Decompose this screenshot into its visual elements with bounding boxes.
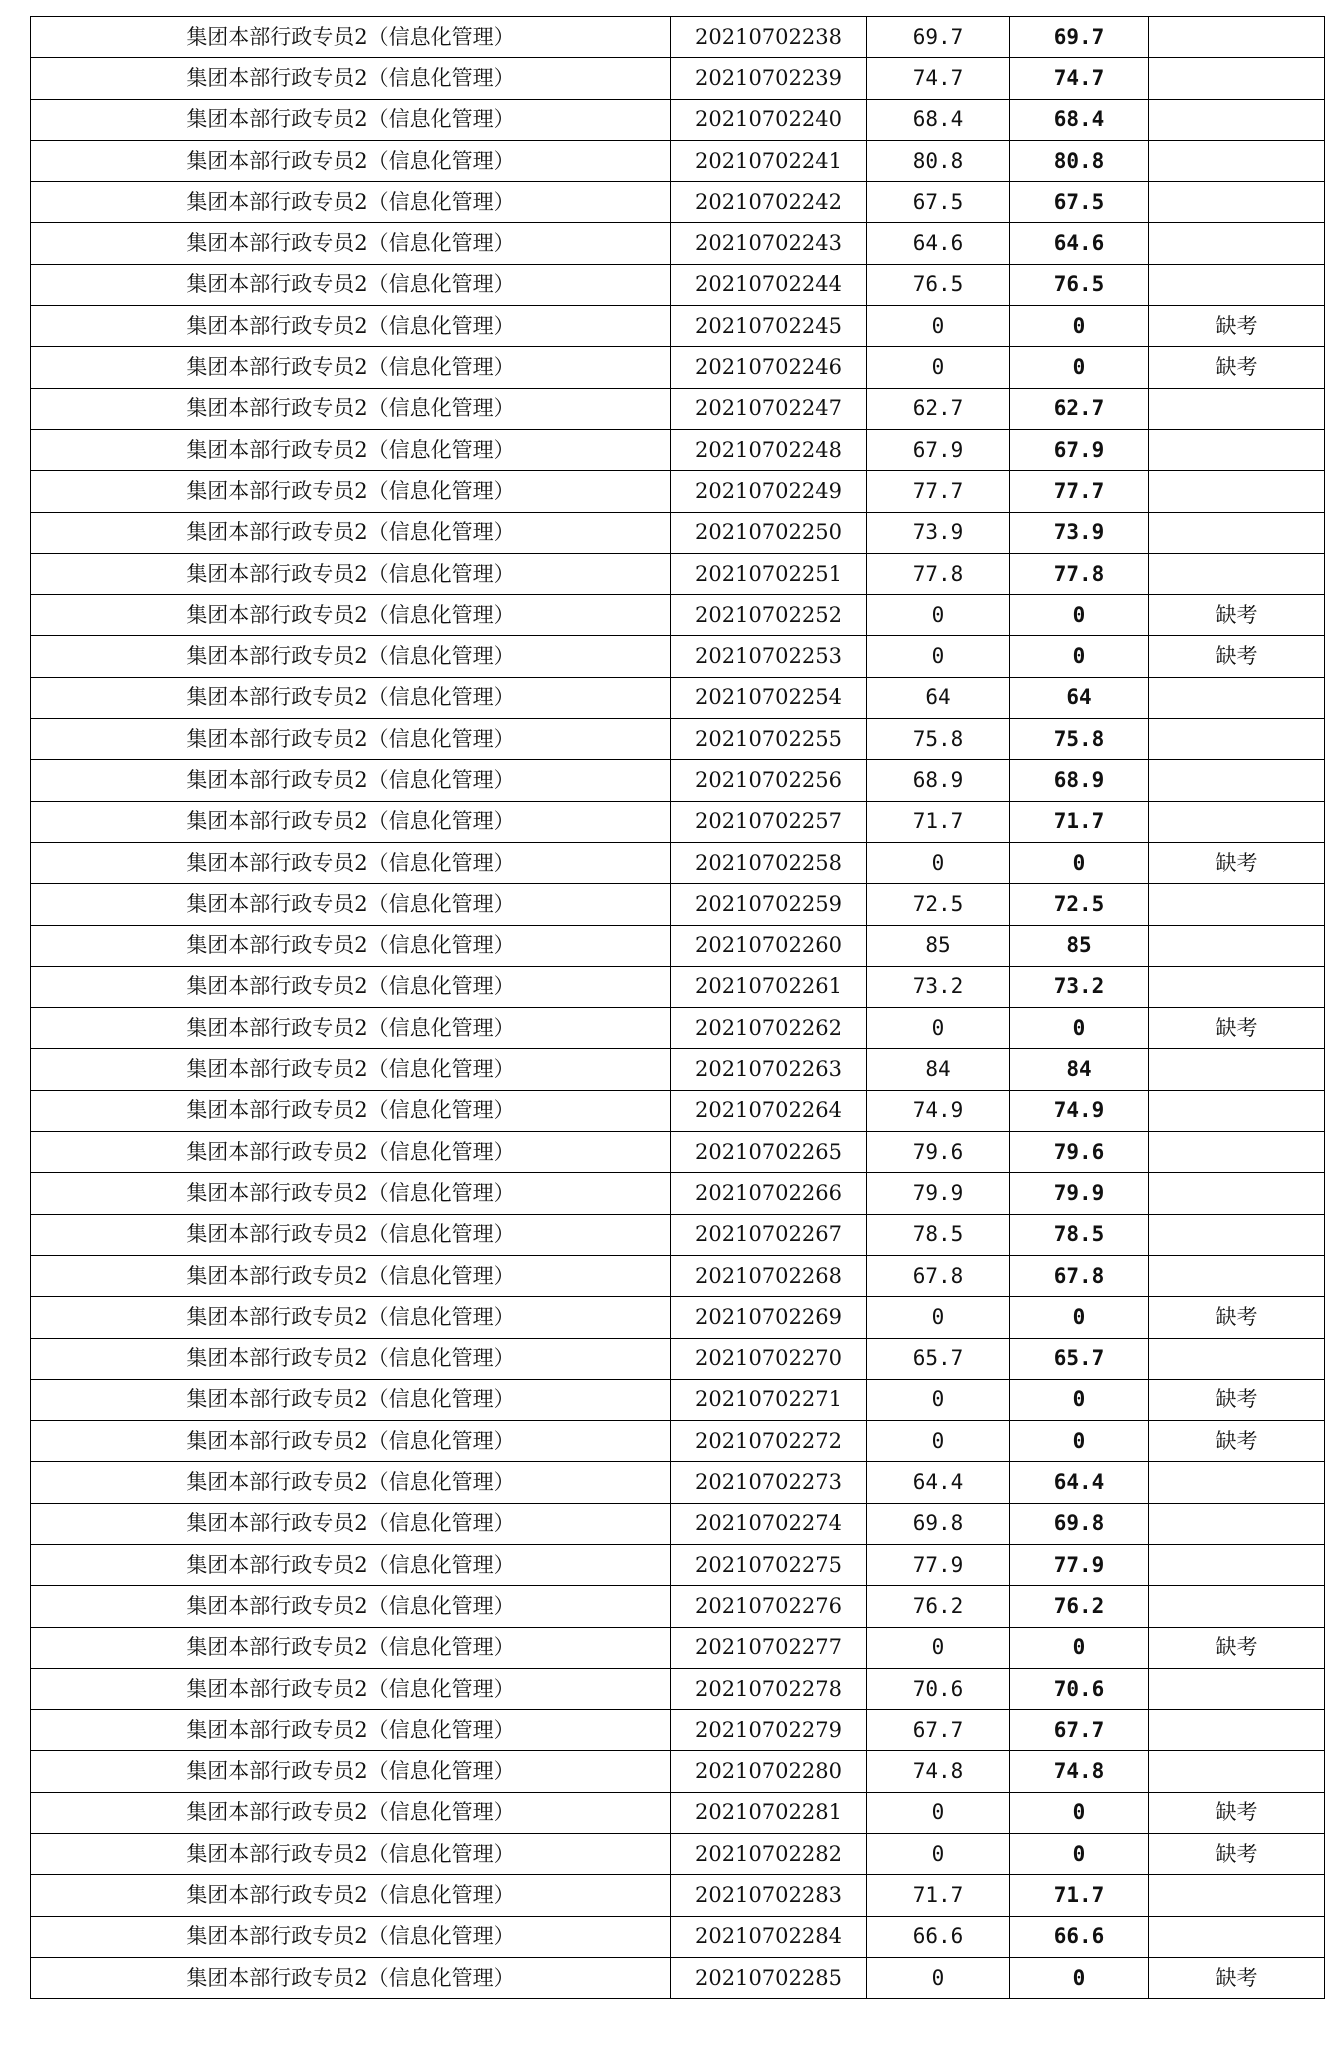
written-score-cell: 0 xyxy=(867,1379,1010,1420)
total-score-cell: 71.7 xyxy=(1010,1875,1149,1916)
exam-id-cell: 20210702256 xyxy=(671,760,867,801)
exam-id-cell: 20210702262 xyxy=(671,1008,867,1049)
position-cell: 集团本部行政专员2（信息化管理） xyxy=(31,1132,671,1173)
note-cell xyxy=(1149,17,1325,58)
total-score-cell: 70.6 xyxy=(1010,1668,1149,1709)
written-score-cell: 66.6 xyxy=(867,1916,1010,1957)
table-row xyxy=(31,1710,1325,1751)
position-cell: 集团本部行政专员2（信息化管理） xyxy=(31,1834,671,1875)
position-cell: 集团本部行政专员2（信息化管理） xyxy=(31,17,671,58)
table-row xyxy=(31,306,1325,347)
written-score-cell: 74.9 xyxy=(867,1090,1010,1131)
total-score-cell: 76.5 xyxy=(1010,264,1149,305)
note-cell xyxy=(1149,1710,1325,1751)
written-score-cell: 65.7 xyxy=(867,1338,1010,1379)
note-cell xyxy=(1149,429,1325,470)
position-cell: 集团本部行政专员2（信息化管理） xyxy=(31,1627,671,1668)
table-row xyxy=(31,1751,1325,1792)
exam-id-cell: 20210702273 xyxy=(671,1462,867,1503)
written-score-cell: 0 xyxy=(867,1834,1010,1875)
written-score-cell: 0 xyxy=(867,1792,1010,1833)
written-score-cell: 0 xyxy=(867,1421,1010,1462)
note-cell xyxy=(1149,553,1325,594)
position-cell: 集团本部行政专员2（信息化管理） xyxy=(31,1338,671,1379)
total-score-cell: 0 xyxy=(1010,595,1149,636)
position-cell: 集团本部行政专员2（信息化管理） xyxy=(31,140,671,181)
written-score-cell: 79.6 xyxy=(867,1132,1010,1173)
written-score-cell: 78.5 xyxy=(867,1214,1010,1255)
table-row xyxy=(31,1586,1325,1627)
total-score-cell: 79.6 xyxy=(1010,1132,1149,1173)
note-cell xyxy=(1149,1049,1325,1090)
total-score-cell: 73.2 xyxy=(1010,966,1149,1007)
written-score-cell: 0 xyxy=(867,1627,1010,1668)
table-row xyxy=(31,347,1325,388)
exam-id-cell: 20210702254 xyxy=(671,677,867,718)
written-score-cell: 69.8 xyxy=(867,1503,1010,1544)
total-score-cell: 0 xyxy=(1010,306,1149,347)
table-row xyxy=(31,471,1325,512)
note-cell xyxy=(1149,801,1325,842)
exam-id-cell: 20210702281 xyxy=(671,1792,867,1833)
position-cell: 集团本部行政专员2（信息化管理） xyxy=(31,1090,671,1131)
position-cell: 集团本部行政专员2（信息化管理） xyxy=(31,1008,671,1049)
table-row xyxy=(31,1297,1325,1338)
exam-id-cell: 20210702258 xyxy=(671,842,867,883)
total-score-cell: 77.7 xyxy=(1010,471,1149,512)
table-row xyxy=(31,1627,1325,1668)
position-cell: 集团本部行政专员2（信息化管理） xyxy=(31,966,671,1007)
exam-id-cell: 20210702284 xyxy=(671,1916,867,1957)
exam-id-cell: 20210702279 xyxy=(671,1710,867,1751)
exam-id-cell: 20210702275 xyxy=(671,1544,867,1585)
table-row xyxy=(31,1173,1325,1214)
position-cell: 集团本部行政专员2（信息化管理） xyxy=(31,1875,671,1916)
total-score-cell: 0 xyxy=(1010,1379,1149,1420)
written-score-cell: 73.9 xyxy=(867,512,1010,553)
note-cell: 缺考 xyxy=(1149,1627,1325,1668)
exam-id-cell: 20210702248 xyxy=(671,429,867,470)
position-cell: 集团本部行政专员2（信息化管理） xyxy=(31,1586,671,1627)
exam-id-cell: 20210702259 xyxy=(671,884,867,925)
exam-id-cell: 20210702274 xyxy=(671,1503,867,1544)
written-score-cell: 0 xyxy=(867,636,1010,677)
note-cell: 缺考 xyxy=(1149,595,1325,636)
note-cell: 缺考 xyxy=(1149,636,1325,677)
written-score-cell: 73.2 xyxy=(867,966,1010,1007)
note-cell xyxy=(1149,1173,1325,1214)
exam-id-cell: 20210702240 xyxy=(671,99,867,140)
total-score-cell: 76.2 xyxy=(1010,1586,1149,1627)
total-score-cell: 0 xyxy=(1010,1957,1149,1998)
total-score-cell: 0 xyxy=(1010,1008,1149,1049)
total-score-cell: 0 xyxy=(1010,1792,1149,1833)
table-row xyxy=(31,1338,1325,1379)
position-cell: 集团本部行政专员2（信息化管理） xyxy=(31,471,671,512)
written-score-cell: 84 xyxy=(867,1049,1010,1090)
written-score-cell: 79.9 xyxy=(867,1173,1010,1214)
table-row xyxy=(31,1132,1325,1173)
note-cell xyxy=(1149,1132,1325,1173)
written-score-cell: 67.9 xyxy=(867,429,1010,470)
exam-id-cell: 20210702247 xyxy=(671,388,867,429)
written-score-cell: 67.5 xyxy=(867,182,1010,223)
position-cell: 集团本部行政专员2（信息化管理） xyxy=(31,595,671,636)
position-cell: 集团本部行政专员2（信息化管理） xyxy=(31,1421,671,1462)
note-cell xyxy=(1149,182,1325,223)
position-cell: 集团本部行政专员2（信息化管理） xyxy=(31,636,671,677)
table-row xyxy=(31,1957,1325,1998)
written-score-cell: 68.4 xyxy=(867,99,1010,140)
written-score-cell: 75.8 xyxy=(867,719,1010,760)
exam-id-cell: 20210702266 xyxy=(671,1173,867,1214)
note-cell: 缺考 xyxy=(1149,347,1325,388)
position-cell: 集团本部行政专员2（信息化管理） xyxy=(31,842,671,883)
note-cell xyxy=(1149,512,1325,553)
note-cell xyxy=(1149,1544,1325,1585)
table-row xyxy=(31,1503,1325,1544)
exam-id-cell: 20210702269 xyxy=(671,1297,867,1338)
table-row xyxy=(31,140,1325,181)
written-score-cell: 0 xyxy=(867,1297,1010,1338)
exam-id-cell: 20210702251 xyxy=(671,553,867,594)
position-cell: 集团本部行政专员2（信息化管理） xyxy=(31,1255,671,1296)
note-cell xyxy=(1149,1586,1325,1627)
position-cell: 集团本部行政专员2（信息化管理） xyxy=(31,388,671,429)
position-cell: 集团本部行政专员2（信息化管理） xyxy=(31,1751,671,1792)
written-score-cell: 74.8 xyxy=(867,1751,1010,1792)
note-cell xyxy=(1149,1338,1325,1379)
total-score-cell: 67.7 xyxy=(1010,1710,1149,1751)
written-score-cell: 0 xyxy=(867,1008,1010,1049)
total-score-cell: 65.7 xyxy=(1010,1338,1149,1379)
total-score-cell: 66.6 xyxy=(1010,1916,1149,1957)
position-cell: 集团本部行政专员2（信息化管理） xyxy=(31,1957,671,1998)
written-score-cell: 80.8 xyxy=(867,140,1010,181)
note-cell: 缺考 xyxy=(1149,1421,1325,1462)
note-cell xyxy=(1149,99,1325,140)
exam-id-cell: 20210702282 xyxy=(671,1834,867,1875)
written-score-cell: 62.7 xyxy=(867,388,1010,429)
written-score-cell: 0 xyxy=(867,306,1010,347)
table-row xyxy=(31,512,1325,553)
table-row xyxy=(31,1462,1325,1503)
exam-id-cell: 20210702260 xyxy=(671,925,867,966)
written-score-cell: 71.7 xyxy=(867,801,1010,842)
written-score-cell: 74.7 xyxy=(867,58,1010,99)
note-cell xyxy=(1149,925,1325,966)
written-score-cell: 0 xyxy=(867,1957,1010,1998)
table-row xyxy=(31,842,1325,883)
exam-id-cell: 20210702241 xyxy=(671,140,867,181)
score-sheet xyxy=(30,16,1324,1999)
note-cell xyxy=(1149,1916,1325,1957)
exam-id-cell: 20210702264 xyxy=(671,1090,867,1131)
note-cell: 缺考 xyxy=(1149,1957,1325,1998)
position-cell: 集团本部行政专员2（信息化管理） xyxy=(31,58,671,99)
position-cell: 集团本部行政专员2（信息化管理） xyxy=(31,1710,671,1751)
position-cell: 集团本部行政专员2（信息化管理） xyxy=(31,1668,671,1709)
exam-id-cell: 20210702267 xyxy=(671,1214,867,1255)
table-row xyxy=(31,17,1325,58)
position-cell: 集团本部行政专员2（信息化管理） xyxy=(31,1792,671,1833)
note-cell xyxy=(1149,223,1325,264)
note-cell xyxy=(1149,1462,1325,1503)
table-row xyxy=(31,1049,1325,1090)
exam-id-cell: 20210702253 xyxy=(671,636,867,677)
total-score-cell: 0 xyxy=(1010,1297,1149,1338)
position-cell: 集团本部行政专员2（信息化管理） xyxy=(31,264,671,305)
total-score-cell: 0 xyxy=(1010,347,1149,388)
written-score-cell: 68.9 xyxy=(867,760,1010,801)
position-cell: 集团本部行政专员2（信息化管理） xyxy=(31,1297,671,1338)
exam-id-cell: 20210702246 xyxy=(671,347,867,388)
exam-id-cell: 20210702263 xyxy=(671,1049,867,1090)
written-score-cell: 64.6 xyxy=(867,223,1010,264)
table-row xyxy=(31,1916,1325,1957)
total-score-cell: 77.8 xyxy=(1010,553,1149,594)
written-score-cell: 76.5 xyxy=(867,264,1010,305)
table-row xyxy=(31,1090,1325,1131)
total-score-cell: 73.9 xyxy=(1010,512,1149,553)
position-cell: 集团本部行政专员2（信息化管理） xyxy=(31,760,671,801)
note-cell xyxy=(1149,140,1325,181)
score-table-body xyxy=(31,17,1325,1999)
total-score-cell: 68.4 xyxy=(1010,99,1149,140)
position-cell: 集团本部行政专员2（信息化管理） xyxy=(31,1462,671,1503)
total-score-cell: 78.5 xyxy=(1010,1214,1149,1255)
note-cell xyxy=(1149,677,1325,718)
table-row xyxy=(31,760,1325,801)
written-score-cell: 77.7 xyxy=(867,471,1010,512)
note-cell xyxy=(1149,1751,1325,1792)
table-row xyxy=(31,719,1325,760)
exam-id-cell: 20210702249 xyxy=(671,471,867,512)
table-row xyxy=(31,1834,1325,1875)
total-score-cell: 69.7 xyxy=(1010,17,1149,58)
exam-id-cell: 20210702239 xyxy=(671,58,867,99)
total-score-cell: 79.9 xyxy=(1010,1173,1149,1214)
note-cell xyxy=(1149,471,1325,512)
position-cell: 集团本部行政专员2（信息化管理） xyxy=(31,1379,671,1420)
table-row xyxy=(31,966,1325,1007)
total-score-cell: 74.8 xyxy=(1010,1751,1149,1792)
position-cell: 集团本部行政专员2（信息化管理） xyxy=(31,512,671,553)
exam-id-cell: 20210702255 xyxy=(671,719,867,760)
total-score-cell: 62.7 xyxy=(1010,388,1149,429)
total-score-cell: 74.9 xyxy=(1010,1090,1149,1131)
written-score-cell: 64.4 xyxy=(867,1462,1010,1503)
written-score-cell: 77.8 xyxy=(867,553,1010,594)
table-row xyxy=(31,223,1325,264)
score-table xyxy=(30,16,1325,1999)
position-cell: 集团本部行政专员2（信息化管理） xyxy=(31,1916,671,1957)
table-row xyxy=(31,58,1325,99)
total-score-cell: 67.8 xyxy=(1010,1255,1149,1296)
position-cell: 集团本部行政专员2（信息化管理） xyxy=(31,429,671,470)
written-score-cell: 77.9 xyxy=(867,1544,1010,1585)
table-row xyxy=(31,1668,1325,1709)
position-cell: 集团本部行政专员2（信息化管理） xyxy=(31,1503,671,1544)
table-row xyxy=(31,1421,1325,1462)
position-cell: 集团本部行政专员2（信息化管理） xyxy=(31,677,671,718)
position-cell: 集团本部行政专员2（信息化管理） xyxy=(31,99,671,140)
exam-id-cell: 20210702272 xyxy=(671,1421,867,1462)
table-row xyxy=(31,429,1325,470)
exam-id-cell: 20210702276 xyxy=(671,1586,867,1627)
position-cell: 集团本部行政专员2（信息化管理） xyxy=(31,223,671,264)
written-score-cell: 71.7 xyxy=(867,1875,1010,1916)
note-cell xyxy=(1149,1214,1325,1255)
position-cell: 集团本部行政专员2（信息化管理） xyxy=(31,306,671,347)
total-score-cell: 75.8 xyxy=(1010,719,1149,760)
exam-id-cell: 20210702265 xyxy=(671,1132,867,1173)
note-cell xyxy=(1149,719,1325,760)
table-row xyxy=(31,99,1325,140)
position-cell: 集团本部行政专员2（信息化管理） xyxy=(31,553,671,594)
total-score-cell: 64.6 xyxy=(1010,223,1149,264)
written-score-cell: 69.7 xyxy=(867,17,1010,58)
note-cell: 缺考 xyxy=(1149,1379,1325,1420)
written-score-cell: 0 xyxy=(867,595,1010,636)
table-row xyxy=(31,1544,1325,1585)
table-row xyxy=(31,884,1325,925)
note-cell xyxy=(1149,1255,1325,1296)
note-cell xyxy=(1149,760,1325,801)
table-row xyxy=(31,1214,1325,1255)
table-row xyxy=(31,677,1325,718)
written-score-cell: 85 xyxy=(867,925,1010,966)
note-cell: 缺考 xyxy=(1149,1792,1325,1833)
note-cell xyxy=(1149,1090,1325,1131)
written-score-cell: 64 xyxy=(867,677,1010,718)
written-score-cell: 76.2 xyxy=(867,1586,1010,1627)
position-cell: 集团本部行政专员2（信息化管理） xyxy=(31,884,671,925)
written-score-cell: 0 xyxy=(867,347,1010,388)
note-cell xyxy=(1149,58,1325,99)
note-cell: 缺考 xyxy=(1149,306,1325,347)
total-score-cell: 0 xyxy=(1010,1834,1149,1875)
exam-id-cell: 20210702285 xyxy=(671,1957,867,1998)
table-row xyxy=(31,1875,1325,1916)
written-score-cell: 0 xyxy=(867,842,1010,883)
table-row xyxy=(31,1008,1325,1049)
exam-id-cell: 20210702277 xyxy=(671,1627,867,1668)
total-score-cell: 69.8 xyxy=(1010,1503,1149,1544)
position-cell: 集团本部行政专员2（信息化管理） xyxy=(31,1214,671,1255)
position-cell: 集团本部行政专员2（信息化管理） xyxy=(31,719,671,760)
exam-id-cell: 20210702244 xyxy=(671,264,867,305)
total-score-cell: 85 xyxy=(1010,925,1149,966)
exam-id-cell: 20210702257 xyxy=(671,801,867,842)
position-cell: 集团本部行政专员2（信息化管理） xyxy=(31,925,671,966)
note-cell: 缺考 xyxy=(1149,1297,1325,1338)
table-row xyxy=(31,182,1325,223)
table-row xyxy=(31,264,1325,305)
total-score-cell: 67.5 xyxy=(1010,182,1149,223)
exam-id-cell: 20210702245 xyxy=(671,306,867,347)
written-score-cell: 72.5 xyxy=(867,884,1010,925)
table-row xyxy=(31,925,1325,966)
table-row xyxy=(31,388,1325,429)
exam-id-cell: 20210702243 xyxy=(671,223,867,264)
total-score-cell: 80.8 xyxy=(1010,140,1149,181)
position-cell: 集团本部行政专员2（信息化管理） xyxy=(31,1049,671,1090)
note-cell xyxy=(1149,1503,1325,1544)
table-row xyxy=(31,636,1325,677)
table-row xyxy=(31,1379,1325,1420)
note-cell: 缺考 xyxy=(1149,842,1325,883)
written-score-cell: 70.6 xyxy=(867,1668,1010,1709)
exam-id-cell: 20210702278 xyxy=(671,1668,867,1709)
exam-id-cell: 20210702270 xyxy=(671,1338,867,1379)
exam-id-cell: 20210702252 xyxy=(671,595,867,636)
total-score-cell: 0 xyxy=(1010,1421,1149,1462)
note-cell xyxy=(1149,1668,1325,1709)
total-score-cell: 74.7 xyxy=(1010,58,1149,99)
total-score-cell: 68.9 xyxy=(1010,760,1149,801)
exam-id-cell: 20210702280 xyxy=(671,1751,867,1792)
position-cell: 集团本部行政专员2（信息化管理） xyxy=(31,1173,671,1214)
note-cell xyxy=(1149,264,1325,305)
table-row xyxy=(31,1255,1325,1296)
exam-id-cell: 20210702283 xyxy=(671,1875,867,1916)
exam-id-cell: 20210702268 xyxy=(671,1255,867,1296)
note-cell xyxy=(1149,884,1325,925)
total-score-cell: 72.5 xyxy=(1010,884,1149,925)
exam-id-cell: 20210702250 xyxy=(671,512,867,553)
exam-id-cell: 20210702242 xyxy=(671,182,867,223)
table-row xyxy=(31,595,1325,636)
written-score-cell: 67.8 xyxy=(867,1255,1010,1296)
table-row xyxy=(31,1792,1325,1833)
total-score-cell: 64.4 xyxy=(1010,1462,1149,1503)
exam-id-cell: 20210702238 xyxy=(671,17,867,58)
total-score-cell: 67.9 xyxy=(1010,429,1149,470)
position-cell: 集团本部行政专员2（信息化管理） xyxy=(31,1544,671,1585)
exam-id-cell: 20210702271 xyxy=(671,1379,867,1420)
total-score-cell: 0 xyxy=(1010,842,1149,883)
total-score-cell: 0 xyxy=(1010,1627,1149,1668)
note-cell: 缺考 xyxy=(1149,1834,1325,1875)
total-score-cell: 64 xyxy=(1010,677,1149,718)
written-score-cell: 67.7 xyxy=(867,1710,1010,1751)
total-score-cell: 0 xyxy=(1010,636,1149,677)
position-cell: 集团本部行政专员2（信息化管理） xyxy=(31,347,671,388)
total-score-cell: 77.9 xyxy=(1010,1544,1149,1585)
note-cell xyxy=(1149,966,1325,1007)
position-cell: 集团本部行政专员2（信息化管理） xyxy=(31,182,671,223)
position-cell: 集团本部行政专员2（信息化管理） xyxy=(31,801,671,842)
table-row xyxy=(31,553,1325,594)
note-cell xyxy=(1149,388,1325,429)
note-cell xyxy=(1149,1875,1325,1916)
total-score-cell: 71.7 xyxy=(1010,801,1149,842)
table-row xyxy=(31,801,1325,842)
exam-id-cell: 20210702261 xyxy=(671,966,867,1007)
total-score-cell: 84 xyxy=(1010,1049,1149,1090)
note-cell: 缺考 xyxy=(1149,1008,1325,1049)
